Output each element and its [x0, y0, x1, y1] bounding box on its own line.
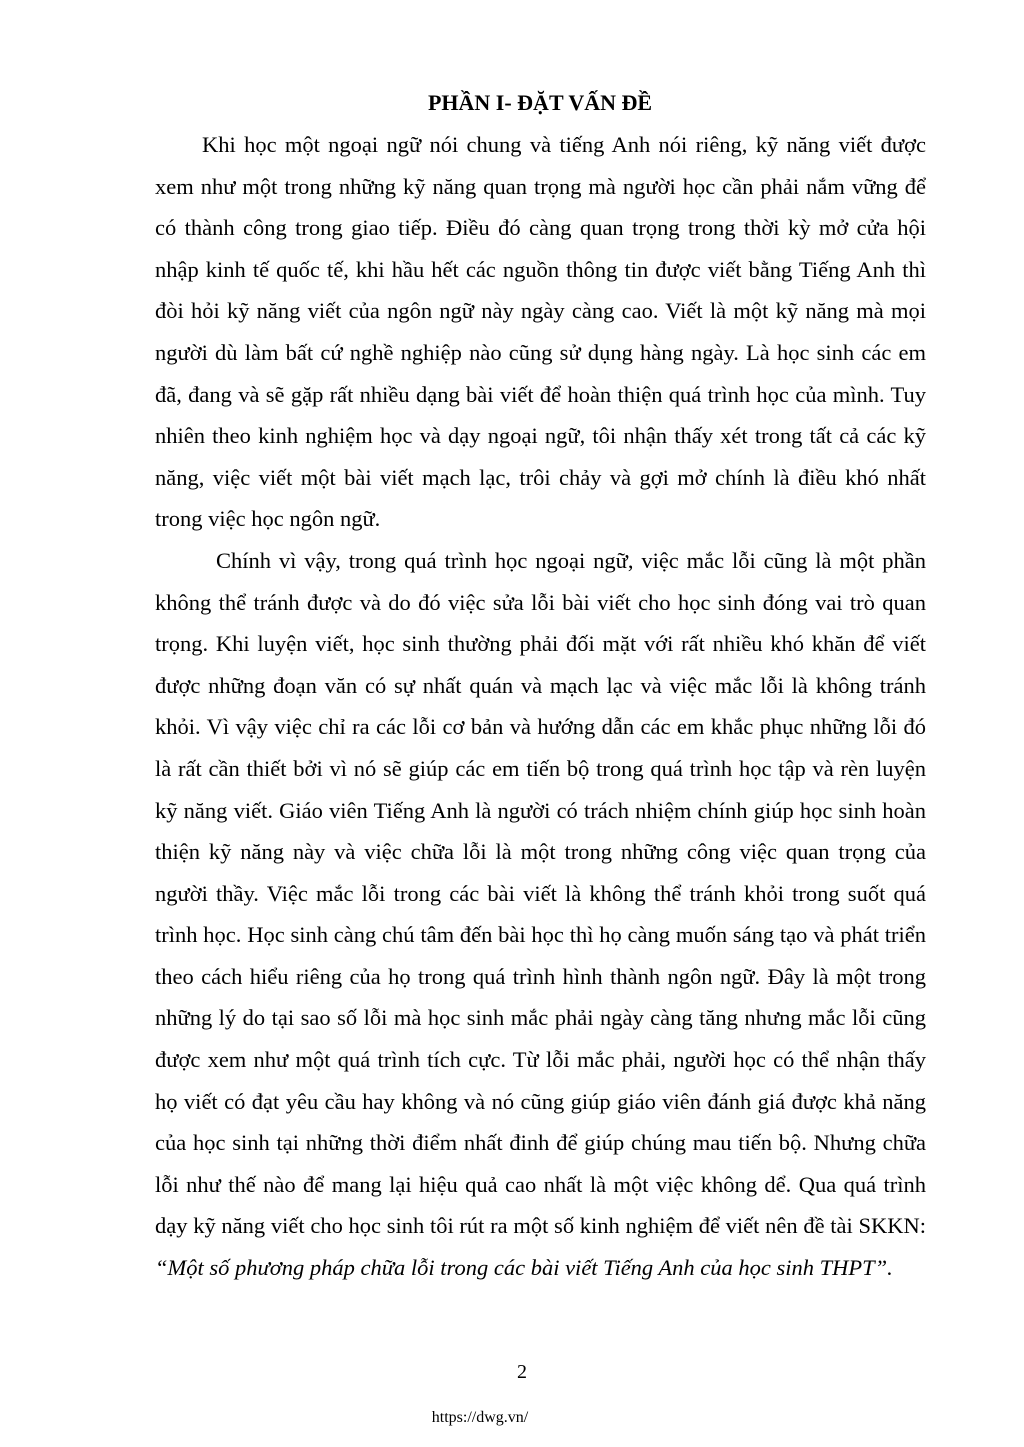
body-text [155, 124, 926, 1289]
footer-url[interactable]: https://dwg.vn/ [431, 1409, 529, 1426]
paragraph-intro: Khi học một ngoại ngữ nói chung và tiếng Anh nói riêng, kỹ năng viết được xem như một trong những kỹ năng quan trọng mà người học cần phải nắm vững để có thành công trong giao tiếp. Điều đó càng quan trọng trong thời kỳ mở cửa hội nhập kinh tế quốc tế, khi hầu hết các nguồn thông tin được viết bằng Tiếng Anh thì đòi hỏi kỹ năng viết của ngôn ngữ này ngày càng cao. Viết là một kỹ năng mà mọi người dù làm bất cứ nghề nghiệp nào cũng sử dụng hàng ngày. Là học sinh các em đã, đang và sẽ gặp rất nhiều dạng bài viết để hoàn thiện quá trình học của mình. Tuy nhiên theo kinh nghiệm học và dạy ngoại ngữ, tôi nhận thấy xét trong tất cả các kỹ năng, việc viết một bài viết mạch lạc, trôi chảy và gợi mở chính là điều khó nhất trong việc học ngôn ngữ. [155, 132, 926, 532]
page-number: 2 [517, 1361, 527, 1383]
research-title: “Một số phương pháp chữa lỗi trong các bài viết Tiếng Anh của học sinh THPT”. [155, 1255, 893, 1281]
paragraph-rationale-text: Chính vì vậy, trong quá trình học ngoại ngữ, việc mắc lỗi cũng là một phần không thể tránh được và do đó việc sửa lỗi bài viết cho học sinh đóng vai trò quan trọng. Khi luyện viết, học sinh thường phải đối mặt với rất nhiều khó khăn để viết được những đoạn văn có sự nhất quán và mạch lạc và việc mắc lỗi là không tránh khỏi. Vì vậy việc chỉ ra các lỗi cơ bản và hướng dẫn các em khắc phục những lỗi đó là rất cần thiết bởi vì nó sẽ giúp các em tiến bộ trong quá trình học tập và rèn luyện kỹ năng viết. Giáo viên Tiếng Anh là người có trách nhiệm chính giúp học sinh hoàn thiện kỹ năng này và việc chữa lỗi là một trong những công việc quan trọng của người thầy. Việc mắc lỗi trong các bài viết là không thể tránh khỏi trong suốt quá trình học. Học sinh càng chú tâm đến bài học thì họ càng muốn sáng tạo và phát triển theo cách hiểu riêng của họ trong quá trình hình thành ngôn ngữ. Đây là một trong những lý do tại sao số lỗi mà học sinh mắc phải ngày càng tăng nhưng mắc lỗi cũng được xem như một quá trình tích cực. Từ lỗi mắc phải, người học có thể nhận thấy họ viết có đạt yêu cầu hay không và nó cũng giúp giáo viên đánh giá được khả năng của học sinh tại những thời điểm nhất đinh để giúp chúng mau tiến bộ. Nhưng chữa lỗi như thế nào để mang lại hiệu quả cao nhất là một việc không dể. Qua quá trình dạy kỹ năng viết cho học sinh tôi rút ra một số kinh nghiệm để viết nên đề tài SKKN: [155, 547, 926, 1239]
section-heading: PHẦN I- ĐẶT VẤN ĐỀ [427, 90, 653, 115]
paragraph-rationale [155, 540, 926, 1289]
